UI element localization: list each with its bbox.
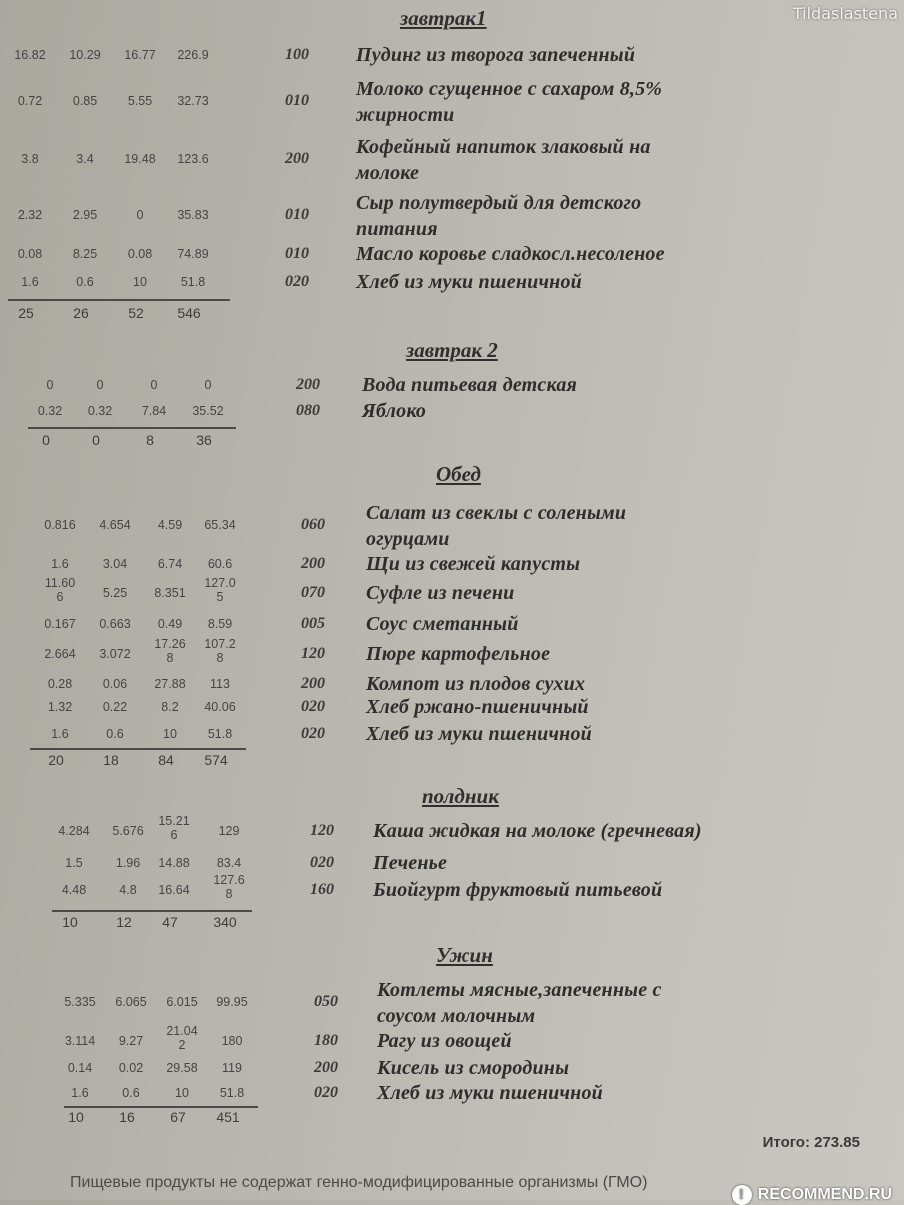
nutrition-value: 1.96: [115, 856, 141, 870]
nutrition-value: 0: [136, 208, 144, 222]
recommend-logo: [732, 1185, 892, 1205]
nutrition-value: 0.28: [47, 677, 73, 691]
nutrition-value: 8.351: [154, 586, 186, 600]
nutrition-value: 51.8: [207, 727, 233, 741]
nutrition-value: 1.6: [51, 557, 69, 571]
nutrition-value: 4.654: [99, 518, 131, 532]
portion-weight: 020: [285, 273, 309, 290]
nutrition-value: 0.6: [106, 727, 124, 741]
nutrition-value: 0.6: [76, 275, 94, 289]
nutrition-value: 180: [221, 1034, 243, 1048]
dish-name: Компот из плодов сухих: [366, 673, 586, 695]
nutrition-value: 40.06: [204, 700, 236, 714]
nutrition-value: 0.08: [127, 247, 153, 261]
nutrition-value: 226.9: [177, 48, 209, 62]
nutrition-value: 0: [46, 378, 54, 392]
nutrition-value: 0.663: [99, 617, 131, 631]
dish-name: Сыр полутвердый для детского питания: [356, 192, 642, 240]
portion-weight: 080: [296, 402, 320, 419]
nutrition-value: 3.114: [64, 1034, 96, 1048]
nutrition-value: 29.58: [166, 1061, 198, 1075]
nutrition-value: 107.2 8: [204, 637, 236, 665]
nutrition-value: 129: [218, 824, 240, 838]
nutrition-value: 123.6: [177, 152, 209, 166]
portion-weight: 200: [296, 376, 320, 393]
section-total: 10: [68, 1109, 84, 1125]
section-total: 47: [162, 914, 178, 930]
dish-name: Молоко сгущенное с сахаром 8,5% жирности: [356, 78, 663, 126]
nutrition-value: 0.816: [44, 518, 76, 532]
nutrition-value: 0.22: [102, 700, 128, 714]
section-total: 36: [196, 432, 212, 448]
dish-name: Пудинг из творога запеченный: [356, 44, 636, 66]
nutrition-value: 5.25: [102, 586, 128, 600]
portion-weight: 060: [301, 516, 325, 533]
section-title: завтрак 2: [406, 338, 498, 362]
nutrition-value: 35.83: [177, 208, 209, 222]
nutrition-value: 16.82: [14, 48, 46, 62]
portion-weight: 020: [301, 725, 325, 742]
portion-weight: 120: [301, 645, 325, 662]
dish-name: Кофейный напиток злаковый на молоке: [356, 136, 651, 184]
sum-line: [64, 1106, 258, 1108]
nutrition-value: 4.59: [157, 518, 183, 532]
section-total: 451: [216, 1109, 240, 1125]
nutrition-value: 9.27: [118, 1034, 144, 1048]
nutrition-value: 113: [210, 677, 230, 691]
nutrition-value: 0.32: [37, 404, 63, 418]
nutrition-value: 74.89: [177, 247, 209, 261]
nutrition-value: 2.95: [72, 208, 98, 222]
dish-name: Хлеб из муки пшеничной: [356, 271, 582, 293]
nutrition-value: 0.08: [17, 247, 43, 261]
portion-weight: 005: [301, 615, 325, 632]
nutrition-value: 0.14: [67, 1061, 93, 1075]
nutrition-value: 5.55: [127, 94, 153, 108]
nutrition-value: 0.06: [102, 677, 128, 691]
nutrition-value: 5.676: [112, 824, 144, 838]
nutrition-value: 16.64: [158, 883, 190, 897]
nutrition-value: 10: [175, 1086, 189, 1100]
nutrition-value: 6.065: [115, 995, 147, 1009]
nutrition-value: 6.015: [166, 995, 198, 1009]
section-total: 52: [128, 305, 144, 321]
nutrition-value: 10: [133, 275, 147, 289]
section-total: 20: [48, 752, 64, 768]
nutrition-value: 17.26 8: [154, 637, 186, 665]
nutrition-value: 51.8: [180, 275, 206, 289]
section-title: полдник: [422, 784, 499, 808]
nutrition-value: 4.8: [119, 883, 137, 897]
portion-weight: 200: [314, 1059, 338, 1076]
dish-name: Пюре картофельное: [366, 643, 551, 665]
section-total: 25: [18, 305, 34, 321]
portion-weight: 120: [310, 822, 334, 839]
nutrition-value: 14.88: [158, 856, 190, 870]
section-total: 8: [146, 432, 154, 448]
nutrition-value: 1.32: [47, 700, 73, 714]
recommend-logo-icon: [732, 1185, 752, 1205]
dish-name: Хлеб из муки пшеничной: [366, 723, 592, 745]
section-total: 26: [73, 305, 89, 321]
nutrition-value: 11.60 6: [44, 576, 76, 604]
nutrition-value: 3.072: [99, 647, 131, 661]
section-total: 340: [213, 914, 237, 930]
section-total: 18: [103, 752, 119, 768]
dish-name: Хлеб из муки пшеничной: [377, 1082, 603, 1104]
dish-name: Масло коровье сладкосл.несоленое: [356, 243, 665, 265]
nutrition-value: 0.85: [72, 94, 98, 108]
portion-weight: 020: [310, 854, 334, 871]
nutrition-value: 99.95: [216, 995, 248, 1009]
nutrition-value: 19.48: [124, 152, 156, 166]
nutrition-value: 119: [222, 1061, 242, 1075]
dish-name: Рагу из овощей: [377, 1030, 512, 1052]
nutrition-value: 0: [150, 378, 158, 392]
dish-name: Биойгурт фруктовый питьевой: [373, 879, 663, 901]
recommend-logo-text: RECOMMEND.RU: [757, 1186, 892, 1203]
section-total: 0: [42, 432, 50, 448]
nutrition-value: 21.04 2: [166, 1024, 198, 1052]
nutrition-value: 4.48: [61, 883, 87, 897]
section-total: 0: [92, 432, 100, 448]
nutrition-value: 8.2: [161, 700, 179, 714]
nutrition-value: 0.72: [17, 94, 43, 108]
nutrition-value: 15.21 6: [158, 814, 190, 842]
section-title: завтрак1: [400, 6, 487, 30]
nutrition-value: 0.49: [157, 617, 183, 631]
nutrition-value: 16.77: [124, 48, 156, 62]
portion-weight: 010: [285, 92, 309, 109]
dish-name: Салат из свеклы с солеными огурцами: [366, 502, 627, 550]
nutrition-value: 1.6: [71, 1086, 89, 1100]
dish-name: Яблоко: [362, 400, 427, 422]
grand-total: Итого: 273.85: [762, 1134, 860, 1151]
nutrition-value: 32.73: [177, 94, 209, 108]
sum-line: [28, 427, 236, 429]
section-total: 12: [116, 914, 132, 930]
nutrition-value: 10: [163, 727, 177, 741]
nutrition-value: 4.284: [58, 824, 90, 838]
dish-name: Кисель из смородины: [377, 1057, 570, 1079]
nutrition-value: 2.32: [17, 208, 43, 222]
nutrition-value: 1.6: [21, 275, 39, 289]
nutrition-value: 83.4: [216, 856, 242, 870]
dish-name: Хлеб ржано-пшеничный: [366, 696, 589, 718]
dish-name: Щи из свежей капусты: [366, 553, 581, 575]
nutrition-value: 127.6 8: [213, 873, 245, 901]
nutrition-value: 65.34: [204, 518, 236, 532]
nutrition-value: 6.74: [157, 557, 183, 571]
nutrition-value: 1.6: [51, 727, 69, 741]
section-title: Ужин: [436, 943, 493, 967]
nutrition-value: 60.6: [207, 557, 233, 571]
nutrition-value: 0.32: [87, 404, 113, 418]
nutrition-value: 2.664: [44, 647, 76, 661]
nutrition-value: 127.0 5: [204, 576, 236, 604]
dish-name: Котлеты мясные,запеченные с соусом молочным: [377, 979, 662, 1027]
portion-weight: 070: [301, 584, 325, 601]
nutrition-value: 3.8: [21, 152, 39, 166]
nutrition-value: 0: [96, 378, 104, 392]
nutrition-value: 1.5: [65, 856, 83, 870]
dish-name: Печенье: [373, 852, 448, 874]
nutrition-value: 3.04: [102, 557, 128, 571]
portion-weight: 100: [285, 46, 309, 63]
portion-weight: 010: [285, 245, 309, 262]
section-total: 67: [170, 1109, 186, 1125]
section-total: 84: [158, 752, 174, 768]
dish-name: Соус сметанный: [366, 613, 519, 635]
nutrition-value: 0.167: [44, 617, 76, 631]
section-total: 546: [177, 305, 201, 321]
gmo-footer-note: Пищевые продукты не содержат генно-модифицированные организмы (ГМО): [70, 1174, 648, 1191]
nutrition-value: 10.29: [69, 48, 101, 62]
nutrition-value: 0.02: [118, 1061, 144, 1075]
watermark-text: Tildaslastena: [792, 4, 898, 23]
portion-weight: 180: [314, 1032, 338, 1049]
nutrition-value: 0: [204, 378, 212, 392]
portion-weight: 200: [285, 150, 309, 167]
portion-weight: 010: [285, 206, 309, 223]
portion-weight: 050: [314, 993, 338, 1010]
nutrition-value: 35.52: [192, 404, 224, 418]
nutrition-value: 27.88: [154, 677, 186, 691]
dish-name: Каша жидкая на молоке (гречневая): [373, 820, 702, 842]
nutrition-value: 3.4: [76, 152, 94, 166]
section-total: 574: [204, 752, 228, 768]
section-title: Обед: [436, 462, 481, 486]
dish-name: Вода питьевая детская: [362, 374, 578, 396]
section-total: 16: [119, 1109, 135, 1125]
nutrition-value: 8.59: [207, 617, 233, 631]
portion-weight: 020: [301, 698, 325, 715]
dish-name: Суфле из печени: [366, 582, 515, 604]
nutrition-value: 7.84: [141, 404, 167, 418]
nutrition-value: 51.8: [219, 1086, 245, 1100]
portion-weight: 020: [314, 1084, 338, 1101]
nutrition-value: 5.335: [64, 995, 96, 1009]
sum-line: [30, 748, 246, 750]
nutrition-value: 8.25: [72, 247, 98, 261]
nutrition-value: 0.6: [122, 1086, 140, 1100]
section-total: 10: [62, 914, 78, 930]
sum-line: [8, 299, 230, 301]
portion-weight: 200: [301, 675, 325, 692]
sum-line: [52, 910, 252, 912]
portion-weight: 160: [310, 881, 334, 898]
portion-weight: 200: [301, 555, 325, 572]
